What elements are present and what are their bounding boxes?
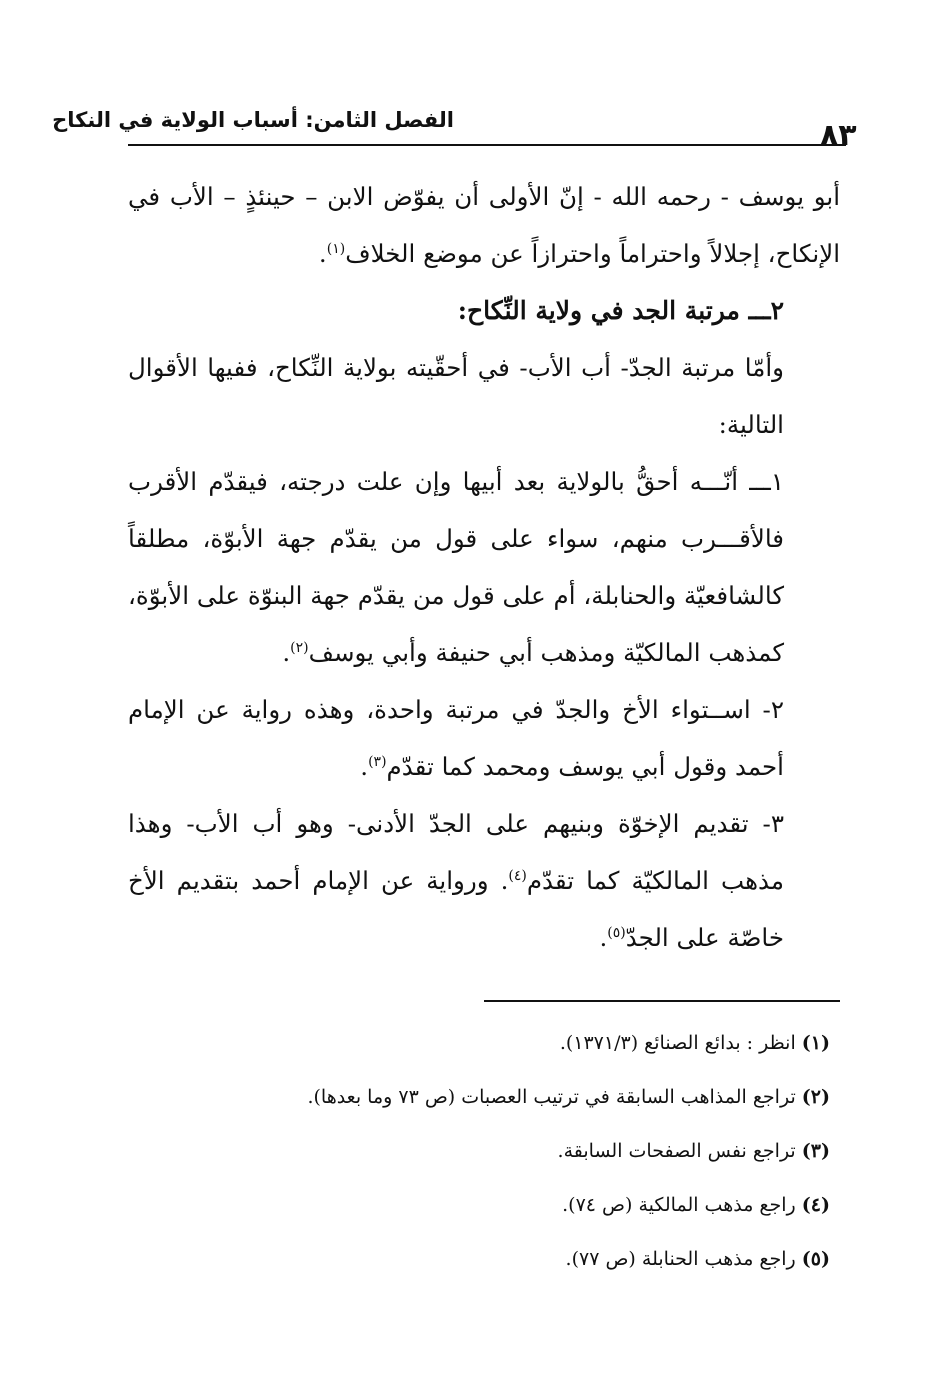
paragraph-text: وأمّا مرتبة الجدّ- أب الأب- في أحقّيته بولاية النِّكاح، ففيها الأقوال التالية: <box>128 353 784 439</box>
footnote-text: تراجع نفس الصفحات السابقة. <box>557 1140 796 1162</box>
paragraph-text: . ورواية عن الإمام أحمد بتقديم الأخ خاصّة على الجدّ <box>128 866 784 952</box>
paragraph-3 <box>128 453 840 681</box>
period: . <box>599 923 608 952</box>
footnotes <box>200 1016 830 1286</box>
page-number: ٨٣ <box>820 118 857 153</box>
paragraph-text: ٢- اســتواء الأخ والجدّ في مرتبة واحدة، وهذه رواية عن الإمام أحمد وقول أبي يوسف ومحمد كما تقدّم <box>128 695 784 781</box>
footnote-text: راجع مذهب الحنابلة (ص ٧٧). <box>565 1248 796 1270</box>
footnote-number: (١) <box>801 1032 830 1054</box>
paragraph-4 <box>128 681 840 795</box>
footnote-rule <box>484 1000 840 1002</box>
footnote <box>200 1124 830 1178</box>
section-title: ٢ـــ مرتبة الجد في ولاية النِّكاح: <box>457 296 784 325</box>
footnote-text: انظر : بدائع الصنائع (١٣٧١/٣). <box>559 1032 796 1054</box>
paragraph-1 <box>128 168 840 282</box>
footnote-ref: (٤) <box>508 867 527 884</box>
paragraph-text: أبو يوسف - رحمه الله - إنّ الأولى أن يفوّض الابن – حينئذٍ – الأب في الإنكاح، إجلالاً واحتراماً واحترازاً عن موضع الخلاف <box>128 182 840 268</box>
footnote-ref: (٥) <box>607 924 626 941</box>
footnote <box>200 1070 830 1124</box>
footnote <box>200 1178 830 1232</box>
footnote <box>200 1232 830 1286</box>
footnote-ref: (٣) <box>368 753 387 770</box>
footnote-text: راجع مذهب المالكية (ص ٧٤). <box>562 1194 796 1216</box>
footnote <box>200 1016 830 1070</box>
header-rule <box>128 144 846 146</box>
main-text <box>128 168 840 966</box>
paragraph-text: ٣- تقديم الإخوّة وبنيهم على الجدّ الأدنى- وهو أب الأب- وهذا مذهب المالكيّة كما تقدّم <box>128 809 784 895</box>
chapter-title: الفصل الثامن: أسباب الولاية في النكاح <box>52 108 454 132</box>
footnote-number: (٣) <box>801 1140 830 1162</box>
period: . <box>318 239 327 268</box>
paragraph-text: ١ـــ أنّـــه أحقُّ بالولاية بعد أبيها وإن علت درجته، فيقدّم الأقرب فالأقـــرب منهم، سواء على قول من يقدّم جهة الأبوّة، مطلقاً كالشافعيّة والحنابلة، أم على قول من يقدّم جهة البنوّة على الأبوّة، كمذهب المالكيّة ومذهب أبي حنيفة وأبي يوسف <box>128 467 784 667</box>
paragraph-5 <box>128 795 840 966</box>
footnote-number: (٥) <box>801 1248 830 1270</box>
footnote-number: (٢) <box>801 1086 830 1108</box>
page-header <box>52 104 857 153</box>
paragraph-2 <box>128 339 840 453</box>
period: . <box>282 638 291 667</box>
footnote-ref: (٢) <box>290 639 309 656</box>
footnote-ref: (١) <box>326 240 346 257</box>
footnote-number: (٤) <box>801 1194 830 1216</box>
footnote-text: تراجع المذاهب السابقة في ترتيب العصبات (ص ٧٣ وما بعدها). <box>307 1086 796 1108</box>
period: . <box>360 752 369 781</box>
